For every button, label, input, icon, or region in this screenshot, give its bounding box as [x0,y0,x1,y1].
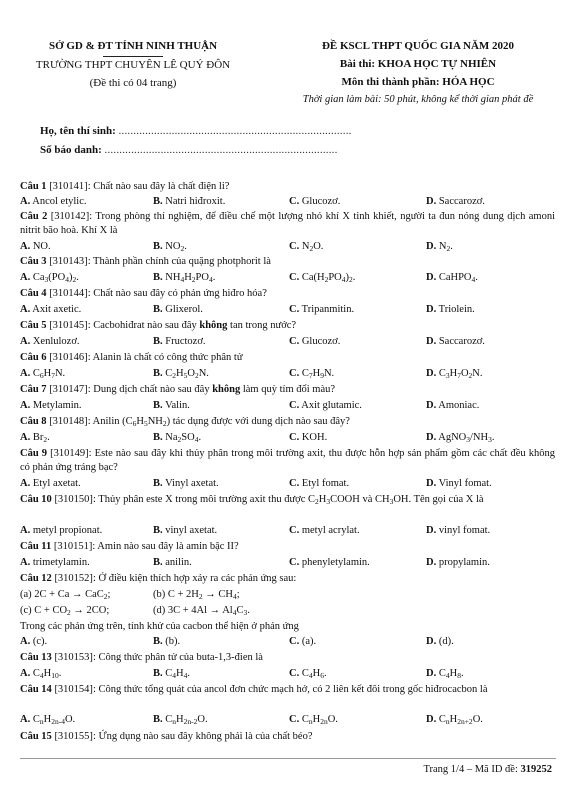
option-text: C [301,714,309,725]
option-text: Ancol etylic. [32,196,87,207]
option-c: C. KOH. [289,432,328,443]
question-text: : Alanin là chất có công thức phân tử [87,352,243,363]
question-text: : Thành phần chính của quặng photphorit là [87,256,271,267]
option-text: C [32,668,40,679]
option-text: C [32,714,40,725]
candidate-name-line [40,125,352,137]
question-label: Câu 5 [20,320,47,331]
candidate-id-label: Số báo danh: [40,144,102,156]
option-a: A. $Br_2$. [20,432,50,444]
option-b: B. $Na_2SO_4$. [153,432,202,444]
question-6 [20,351,243,365]
option-text: vinyl axetat. [165,525,218,536]
option-a: A. $C_nH_{2n-4}O$. [20,714,76,726]
option-a: A. $C_4H_{10}$. [20,668,62,680]
question-text: : Thủy phân este X trong môi trường axit thu được C [92,494,315,505]
option-d: D. $N_2$. [426,241,453,253]
question-1 [20,180,229,194]
question-label: Câu 2 [20,211,48,222]
option-c: C. Glucozơ. [289,336,341,347]
option-text: Fructozơ. [165,336,206,347]
question-label: Câu 3 [20,256,47,267]
question-text: : Este nào sau đây khi thủy phân trong môi trường axit, thu được hỗn hợp sản phẩm gồm các chất đều không có phản ứng tráng bạc? [20,448,555,473]
option-b: B. $C_nH_{2n-2}O$. [153,714,208,726]
option-text: anilin. [165,557,192,568]
option-text: trimetylamin. [32,557,90,568]
question-text: ) tác dụng được với dung dịch nào sau đây? [166,416,350,427]
question-text: làm quỳ tím đổi màu? [240,384,336,395]
option-d: D. Saccarozơ. [426,196,485,207]
question-5 [20,319,296,333]
option-text: NO. [32,241,51,252]
question-text: : Trong phòng thí nghiệm, để điều chế một lượng nhỏ khí X tinh khiết, người ta đun nóng dung dịch amoni nitrit bão hoà. Khí X là [20,211,555,236]
option-d: D. vinyl fomat. [426,525,491,536]
option-text: Xenlulozơ. [32,336,80,347]
option-b: B. $NH_4H_2PO_4$. [153,272,216,284]
question-label: Câu 4 [20,288,47,299]
question-text: : Ứng dụng nào sau đây không phải là của chất béo? [92,731,313,742]
question-code: [310148] [49,416,88,427]
option-text: C [301,368,309,379]
option-a: A. $C_6H_7N$. [20,368,66,380]
option-text: Glixerol. [165,304,203,315]
question-text: : Dung dịch chất nào sau đây [87,384,213,395]
question-text: : Anilin (C [87,416,133,427]
option-d: D. propylamin. [426,557,490,568]
option-text: Etyl axetat. [32,478,81,489]
option-a: A. metyl propionat. [20,525,103,536]
option-text: Vinyl fomat. [438,478,492,489]
question-text: OH. Tên gọi của X là [393,494,484,505]
question-12-followup: Trong các phản ứng trên, tính khử của cacbon thể hiện ở phản ứng [20,621,299,632]
option-text: Axit glutamic. [301,400,362,411]
option-text: Natri hiđroxit. [165,196,226,207]
option-d: D. $C_nH_{2n+2}O$. [426,714,483,726]
option-c: C. Glucozơ. [289,196,341,207]
option-text: (d). [438,636,454,647]
option-text: Glucozơ. [301,336,341,347]
reaction-text: (c) C + CO [20,605,68,616]
question-label: Câu 12 [20,573,52,584]
question-code: [310152] [54,573,93,584]
option-text: N [301,241,310,252]
question-code: [310155] [54,731,93,742]
option-text: metyl acrylat. [301,525,360,536]
option-text: C [165,368,173,379]
option-b: B. $C_4H_4$. [153,668,190,680]
question-label: Câu 13 [20,652,52,663]
school-name: TRƯỜNG THPT CHUYÊN LÊ QUÝ ĐÔN [35,59,231,71]
option-text: (c). [32,636,48,647]
option-text: Vinyl axetat. [165,478,219,489]
question-label: Câu 7 [20,384,47,395]
question-label: Câu 1 [20,181,47,192]
question-code: [310145] [49,320,88,331]
option-d: D. CaHPO$_4$. [426,272,478,284]
option-text: Glucozơ. [301,196,341,207]
option-d: D. $AgNO_3/NH_3$. [426,432,495,444]
question-label: Câu 15 [20,731,52,742]
question-label: Câu 11 [20,541,52,552]
option-text: Tripanmitin. [301,304,355,315]
time-limit: Thời gian làm bài: 50 phút, không kể thời gian phát đề [302,94,534,105]
question-10: Câu 10 [310150]: Thủy phân este X trong môi trường axit thu được $C_2H_3COOH$ và $CH_3OH$. Tên gọi của X là [20,494,484,506]
option-text: Metylamin. [32,400,82,411]
candidate-id-line [40,144,338,156]
option-c: C. Tripanmitin. [289,304,355,315]
question-text: : Công thức phân tử của buta-1,3-đien là [92,652,263,663]
question-text: : Ở điều kiện thích hợp xảy ra các phản ứng sau: [92,573,297,584]
option-c: C. $Ca(H_2PO_4)_2$. [289,272,356,284]
option-d: D. (d). [426,636,454,647]
option-a: A. Axit axetic. [20,304,82,315]
option-c: C. Etyl fomat. [289,478,350,489]
option-c: C. $C_7H_9N$. [289,368,335,380]
option-text: Saccarozơ. [438,196,485,207]
option-text: Axit axetic. [32,304,82,315]
option-b: B. Fructozơ. [153,336,206,347]
subject-name: Môn thi thành phần: HÓA HỌC [341,76,495,88]
option-a: A. (c). [20,636,48,647]
question-code: [310143] [49,256,88,267]
option-b: B. anilin. [153,557,192,568]
option-a: A. trimetylamin. [20,557,90,568]
option-text: KOH. [301,432,328,443]
option-text: phenyletylamin. [301,557,370,568]
option-d: D. Vinyl fomat. [426,478,492,489]
question-code: [310150] [54,494,93,505]
option-text: C [165,668,173,679]
option-d: D. Triolein. [426,304,475,315]
option-text: Br [32,432,44,443]
question-code: [310141] [49,181,88,192]
option-text: (b). [165,636,181,647]
exam-id: 319252 [520,764,552,775]
reaction-c: (c) $C + CO_2 \to 2CO$; [20,605,110,617]
reaction-a: (a) 2C + Ca → CaC$_2$; [20,589,111,601]
option-text: Ca(H [301,272,325,283]
option-text: vinyl fomat. [438,525,491,536]
question-text: tan trong nước? [227,320,297,331]
question-7 [20,383,335,397]
option-text: Valin. [165,400,190,411]
footer-divider [20,758,556,759]
option-text: CaHPO [438,272,472,283]
question-emphasis: không [212,384,241,395]
option-text: Amoniac. [438,400,480,411]
option-c: C. Axit glutamic. [289,400,362,411]
option-text: C [438,714,446,725]
option-b: B. Vinyl axetat. [153,478,219,489]
option-d: D. $C_3H_7O_2N$. [426,368,483,380]
option-text: NO [165,241,181,252]
candidate-id-dots: ............................................................................... [104,144,338,156]
option-b: B. vinyl axetat. [153,525,218,536]
option-text: Na [165,432,178,443]
option-text: C [32,368,40,379]
option-a: A. NO. [20,241,51,252]
question-code: [310151] [53,541,93,552]
option-text: C [165,714,173,725]
question-15 [20,730,312,744]
reaction-text: (b) C + 2H [153,589,199,600]
question-label: Câu 6 [20,352,47,363]
option-text: C [438,368,446,379]
question-label: Câu 10 [20,494,52,505]
question-14 [20,683,555,697]
option-c: C. $C_4H_6$. [289,668,327,680]
reaction-text: (d) 3C + 4Al → Al [153,605,233,616]
question-emphasis: không [199,320,228,331]
question-label: Câu 14 [20,684,52,695]
question-text: : Công thức tổng quát của ancol đơn chức mạch hở, có 2 liên kết đôi trong gốc hiđrocacbon là [92,684,488,695]
question-label: Câu 9 [20,448,48,459]
option-d: D. Saccarozơ. [426,336,485,347]
page-number: Trang 1/4 – Mã ID đề: [423,764,518,775]
option-text: (a). [301,636,317,647]
header-divider [103,56,163,57]
candidate-name-label: Họ, tên thí sinh: [40,125,116,137]
option-b: B. Natri hiđroxit. [153,196,226,207]
option-c: C. $C_nH_{2n}O$. [289,714,338,726]
option-text: Etyl fomat. [301,478,350,489]
option-text: C [301,668,309,679]
option-text: metyl propionat. [32,525,103,536]
department-name: SỞ GD & ĐT TỈNH NINH THUẬN [48,40,218,52]
option-text: NH [165,272,181,283]
option-b: B. Glixerol. [153,304,203,315]
question-code: [310142] [50,211,90,222]
option-c: C. metyl acrylat. [289,525,360,536]
question-13 [20,651,263,665]
question-text: : Amin nào sau đây là amin bậc II? [92,541,239,552]
question-code: [310146] [49,352,88,363]
question-code: [310144] [49,288,88,299]
option-a: A. Metylamin. [20,400,82,411]
question-code: [310147] [49,384,88,395]
question-11 [20,540,239,554]
question-text: : Cacbohiđrat nào sau đây [87,320,200,331]
question-code: [310153] [54,652,93,663]
option-b: B. $C_2H_5O_2N$. [153,368,209,380]
question-4 [20,287,267,301]
question-9 [20,447,555,475]
question-code: [310149] [50,448,89,459]
option-text: C [438,668,446,679]
option-text: Saccarozơ. [438,336,485,347]
page-count: (Đề thi có 04 trang) [89,77,177,89]
reaction-d: (d) $3C + 4Al \to Al_4C_3$. [153,605,250,617]
option-d: D. $C_4H_8$. [426,668,464,680]
option-d: D. Amoniac. [426,400,480,411]
option-text: N [438,241,447,252]
question-label: Câu 8 [20,416,47,427]
question-code: [310154] [54,684,93,695]
question-text: : Chất nào sau đây là chất điện li? [87,181,230,192]
option-text: propylamin. [438,557,490,568]
question-12 [20,572,296,586]
exam-title: ĐỀ KSCL THPT QUỐC GIA NĂM 2020 [321,40,515,52]
option-text: Ca [32,272,45,283]
question-3 [20,255,271,269]
question-text: : Chất nào sau đây có phản ứng hiđro hóa? [87,288,267,299]
option-text: Triolein. [438,304,475,315]
candidate-name-dots: ............................................................................... [118,125,352,137]
option-b: B. Valin. [153,400,190,411]
option-a: A. $Ca_3(PO_4)_2$. [20,272,79,284]
page-footer [423,764,552,775]
option-a: A. Ancol etylic. [20,196,87,207]
reaction-text: (a) 2C + Ca → CaC [20,589,104,600]
option-c: C. (a). [289,636,317,647]
option-a: A. Etyl axetat. [20,478,81,489]
option-c: C. phenyletylamin. [289,557,370,568]
question-8: Câu 8 [310148]: Anilin $(C_6H_5NH_2)$ tác dụng được với dung dịch nào sau đây? [20,416,350,428]
option-b: B. $NO_2$. [153,241,187,253]
option-b: B. (b). [153,636,181,647]
reaction-b: (b) $C + 2H_2 \to CH_4$; [153,589,240,601]
option-text: AgNO [438,432,467,443]
exam-name: Bài thi: KHOA HỌC TỰ NHIÊN [339,58,497,70]
question-text: COOH và CH [330,494,390,505]
question-2 [20,210,555,238]
option-c: C. $N_2O$. [289,241,324,253]
option-a: A. Xenlulozơ. [20,336,80,347]
